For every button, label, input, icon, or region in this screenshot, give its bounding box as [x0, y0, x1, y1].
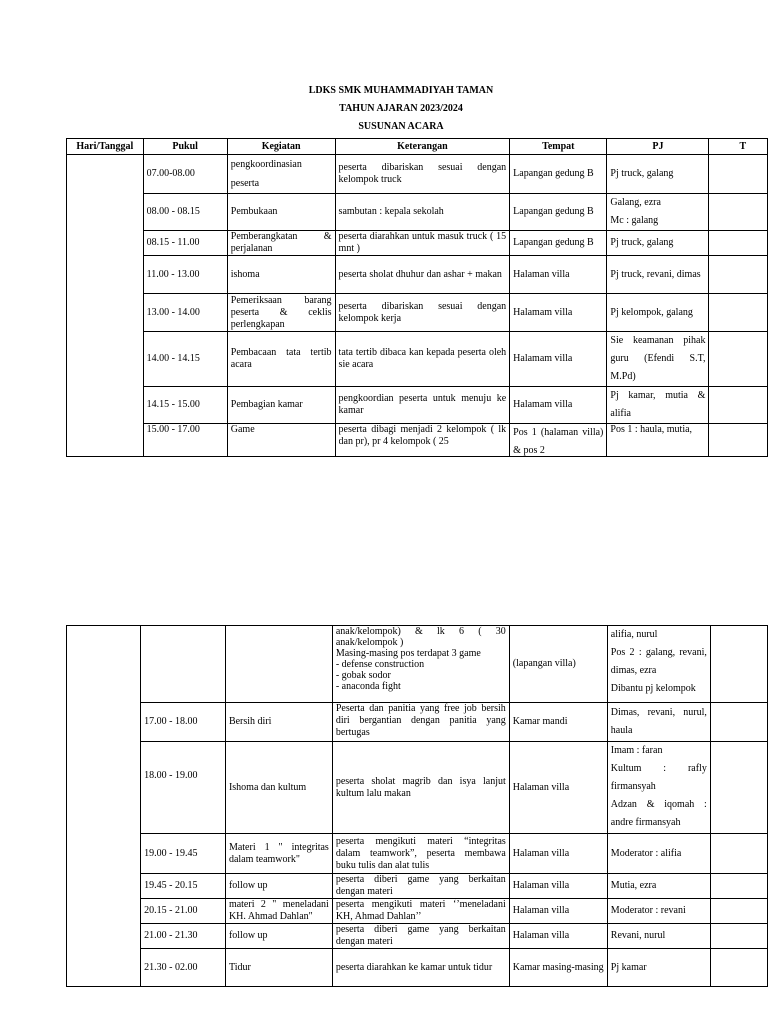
- pukul-cell: 19.45 - 20.15: [141, 874, 226, 899]
- event-title: LDKS SMK MUHAMMADIYAH TAMAN: [308, 85, 494, 96]
- table-row: [67, 703, 768, 742]
- keterangan-cell: peserta diberi game yang berkaitan dengan materi: [332, 924, 509, 949]
- tempat-cell: Halamam villa: [510, 387, 607, 424]
- keterangan-cell: [335, 424, 510, 457]
- t-cell: [710, 626, 767, 703]
- tempat-cell: [510, 424, 607, 457]
- kegiatan-cell: Pemberangkatan & perjalanan: [227, 231, 335, 256]
- pj-cell: Pj truck, galang: [607, 155, 709, 194]
- pj-cell: Sie keamanan pihak guru (Efendi S.T, M.Pd): [607, 332, 709, 387]
- table-row: [67, 899, 768, 924]
- table-header-row: [67, 139, 768, 155]
- t-cell: [710, 874, 767, 899]
- schedule-table-page-2: [66, 625, 768, 987]
- pukul-cell: 18.00 - 19.00: [141, 742, 226, 834]
- table-row: [67, 424, 768, 457]
- header-kegiatan: Kegiatan: [227, 139, 335, 155]
- tempat-cell: Lapangan gedung B: [510, 231, 607, 256]
- keterangan-line: - anaconda fight: [335, 681, 401, 692]
- keterangan-line: anak/kelompok) & lk 6 ( 30 anak/kelompok ): [335, 626, 506, 648]
- pukul-cell: 08.15 - 11.00: [143, 231, 227, 256]
- t-cell: [709, 256, 768, 294]
- pukul-cell: 13.00 - 14.00: [143, 294, 227, 332]
- pj-line: Mc : galang: [610, 215, 659, 226]
- schedule-title: SUSUNAN ACARA: [358, 121, 444, 132]
- pj-line: Dibantu pj kelompok: [610, 683, 696, 694]
- table-row: [67, 294, 768, 332]
- keterangan-cell: peserta mengikuti materi ‘’meneladani KH, Ahmad Dahlan’’: [332, 899, 509, 924]
- t-cell: [709, 194, 768, 231]
- tempat-cell: Halaman villa: [509, 742, 607, 834]
- pj-cell: Moderator : alifia: [607, 834, 710, 874]
- hari-tanggal-cell: [67, 155, 144, 457]
- keterangan-cell: peserta sholat dhuhur dan ashar + makan: [335, 256, 510, 294]
- kegiatan-cell: Pembukaan: [227, 194, 335, 231]
- pj-cell: Mutia, ezra: [607, 874, 710, 899]
- t-cell: [709, 424, 768, 457]
- table-row: [67, 231, 768, 256]
- header-tempat: Tempat: [510, 139, 607, 155]
- pukul-cell: 14.00 - 14.15: [143, 332, 227, 387]
- tempat-cell: Halamam villa: [510, 294, 607, 332]
- table-row: [67, 742, 768, 834]
- t-cell: [709, 387, 768, 424]
- keterangan-cell: peserta sholat magrib dan isya lanjut kultum lalu makan: [332, 742, 509, 834]
- header-hari-tanggal: Hari/Tanggal: [67, 139, 144, 155]
- keterangan-text: peserta dibagi menjadi 2 kelompok ( lk dan pr), pr 4 kelompok ( 25: [338, 424, 507, 447]
- kegiatan-cell: follow up: [225, 924, 332, 949]
- table-row: [67, 387, 768, 424]
- header-t: T: [709, 139, 768, 155]
- pj-cell: Pj truck, galang: [607, 231, 709, 256]
- pukul-cell: 08.00 - 08.15: [143, 194, 227, 231]
- keterangan-line: - defense construction: [335, 659, 425, 670]
- pj-cell: Pos 1 : haula, mutia,: [607, 424, 709, 457]
- pukul-cell: 20.15 - 21.00: [141, 899, 226, 924]
- pukul-cell: [141, 626, 226, 703]
- tempat-cell: Lapangan gedung B: [510, 155, 607, 194]
- pj-cell: Moderator : revani: [607, 899, 710, 924]
- t-cell: [709, 294, 768, 332]
- table-row: [67, 949, 768, 987]
- keterangan-line: - gobak sodor: [335, 670, 391, 681]
- kegiatan-cell: Materi 1 " integritas dalam teamwork": [225, 834, 332, 874]
- pukul-cell: 17.00 - 18.00: [141, 703, 226, 742]
- t-cell: [710, 742, 767, 834]
- pj-cell: Dimas, revani, nurul, haula: [607, 703, 710, 742]
- table-row: [67, 256, 768, 294]
- tempat-cell: Halaman villa: [510, 256, 607, 294]
- kegiatan-cell: materi 2 " meneladani KH. Ahmad Dahlan": [225, 899, 332, 924]
- t-cell: [710, 834, 767, 874]
- keterangan-cell: peserta diarahkan ke kamar untuk tidur: [332, 949, 509, 987]
- pj-line: Imam : faran: [610, 745, 663, 756]
- pj-cell: Pj truck, revani, dimas: [607, 256, 709, 294]
- t-cell: [710, 949, 767, 987]
- keterangan-cell: peserta diberi game yang berkaitan dengan materi: [332, 874, 509, 899]
- pukul-cell: 15.00 - 17.00: [143, 424, 227, 457]
- keterangan-cell: sambutan : kepala sekolah: [335, 194, 510, 231]
- keterangan-line: Masing-masing pos terdapat 3 game: [335, 648, 481, 659]
- hari-tanggal-cell: [67, 626, 141, 987]
- pj-cell: Pj kamar: [607, 949, 710, 987]
- kegiatan-cell: Bersih diri: [225, 703, 332, 742]
- pj-cell: Pj kamar, mutia & alifia: [607, 387, 709, 424]
- tempat-cell: Kamar mandi: [509, 703, 607, 742]
- pj-line: Kultum : rafly firmansyah: [610, 763, 707, 792]
- pj-line: Galang, ezra: [610, 197, 661, 208]
- t-cell: [710, 924, 767, 949]
- tempat-cell: Halaman villa: [509, 924, 607, 949]
- pj-cell: [607, 626, 710, 703]
- kegiatan-cell: pengkoordinasian peserta: [227, 155, 335, 194]
- keterangan-cell: [332, 626, 509, 703]
- tempat-text: Pos 1 (halaman villa) & pos 2: [513, 427, 604, 456]
- t-cell: [710, 703, 767, 742]
- t-cell: [709, 155, 768, 194]
- tempat-cell: Halaman villa: [509, 899, 607, 924]
- table-row: [67, 874, 768, 899]
- table-row: [67, 194, 768, 231]
- header-keterangan: Keterangan: [335, 139, 510, 155]
- tempat-cell: Halaman villa: [509, 874, 607, 899]
- kegiatan-cell: Pembagian kamar: [227, 387, 335, 424]
- kegiatan-cell: Pemeriksaan barang peserta & ceklis perlengkapan: [227, 294, 335, 332]
- keterangan-cell: peserta dibariskan sesuai dengan kelompok kerja: [335, 294, 510, 332]
- pj-cell: Pj kelompok, galang: [607, 294, 709, 332]
- table-row: [67, 332, 768, 387]
- tempat-cell: Halamam villa: [510, 332, 607, 387]
- kegiatan-cell: follow up: [225, 874, 332, 899]
- table-row: [67, 626, 768, 703]
- header-pukul: Pukul: [143, 139, 227, 155]
- pukul-cell: 07.00-08.00: [143, 155, 227, 194]
- keterangan-cell: pengkoordian peserta untuk menuju ke kamar: [335, 387, 510, 424]
- academic-year: TAHUN AJARAN 2023/2024: [339, 103, 463, 114]
- keterangan-cell: peserta diarahkan untuk masuk truck ( 15 mnt ): [335, 231, 510, 256]
- pukul-cell: 21.30 - 02.00: [141, 949, 226, 987]
- tempat-cell: (lapangan villa): [509, 626, 607, 703]
- pj-line: Pos 2 : galang, revani, dimas, ezra: [610, 647, 707, 676]
- pj-cell: Revani, nurul: [607, 924, 710, 949]
- table-row: [67, 155, 768, 194]
- keterangan-cell: Peserta dan panitia yang free job bersih diri bergantian dengan panitia yang bertugas: [332, 703, 509, 742]
- pukul-cell: 21.00 - 21.30: [141, 924, 226, 949]
- kegiatan-cell: Game: [227, 424, 335, 457]
- schedule-table-page-1: [66, 138, 768, 457]
- pukul-cell: 14.15 - 15.00: [143, 387, 227, 424]
- tempat-cell: Halaman villa: [509, 834, 607, 874]
- pj-line: alifia, nurul: [610, 629, 658, 640]
- pj-cell: [607, 742, 710, 834]
- pj-cell: [607, 194, 709, 231]
- header-pj: PJ: [607, 139, 709, 155]
- t-cell: [710, 899, 767, 924]
- kegiatan-cell: ishoma: [227, 256, 335, 294]
- table-row: [67, 834, 768, 874]
- tempat-cell: Kamar masing-masing: [509, 949, 607, 987]
- keterangan-cell: tata tertib dibaca kan kepada peserta oleh sie acara: [335, 332, 510, 387]
- table-row: [67, 924, 768, 949]
- kegiatan-cell: Pembacaan tata tertib acara: [227, 332, 335, 387]
- t-cell: [709, 332, 768, 387]
- pukul-cell: 19.00 - 19.45: [141, 834, 226, 874]
- tempat-cell: Lapangan gedung B: [510, 194, 607, 231]
- pukul-cell: 11.00 - 13.00: [143, 256, 227, 294]
- kegiatan-cell: Tidur: [225, 949, 332, 987]
- document-title-block: [0, 82, 768, 136]
- kegiatan-cell: Ishoma dan kultum: [225, 742, 332, 834]
- kegiatan-cell: [225, 626, 332, 703]
- keterangan-cell: peserta mengikuti materi “integritas dalam teamwork”, peserta membawa buku tulis dan alat tulis: [332, 834, 509, 874]
- t-cell: [709, 231, 768, 256]
- pj-line: Adzan & iqomah : andre firmansyah: [610, 799, 707, 828]
- keterangan-cell: peserta dibariskan sesuai dengan kelompok truck: [335, 155, 510, 194]
